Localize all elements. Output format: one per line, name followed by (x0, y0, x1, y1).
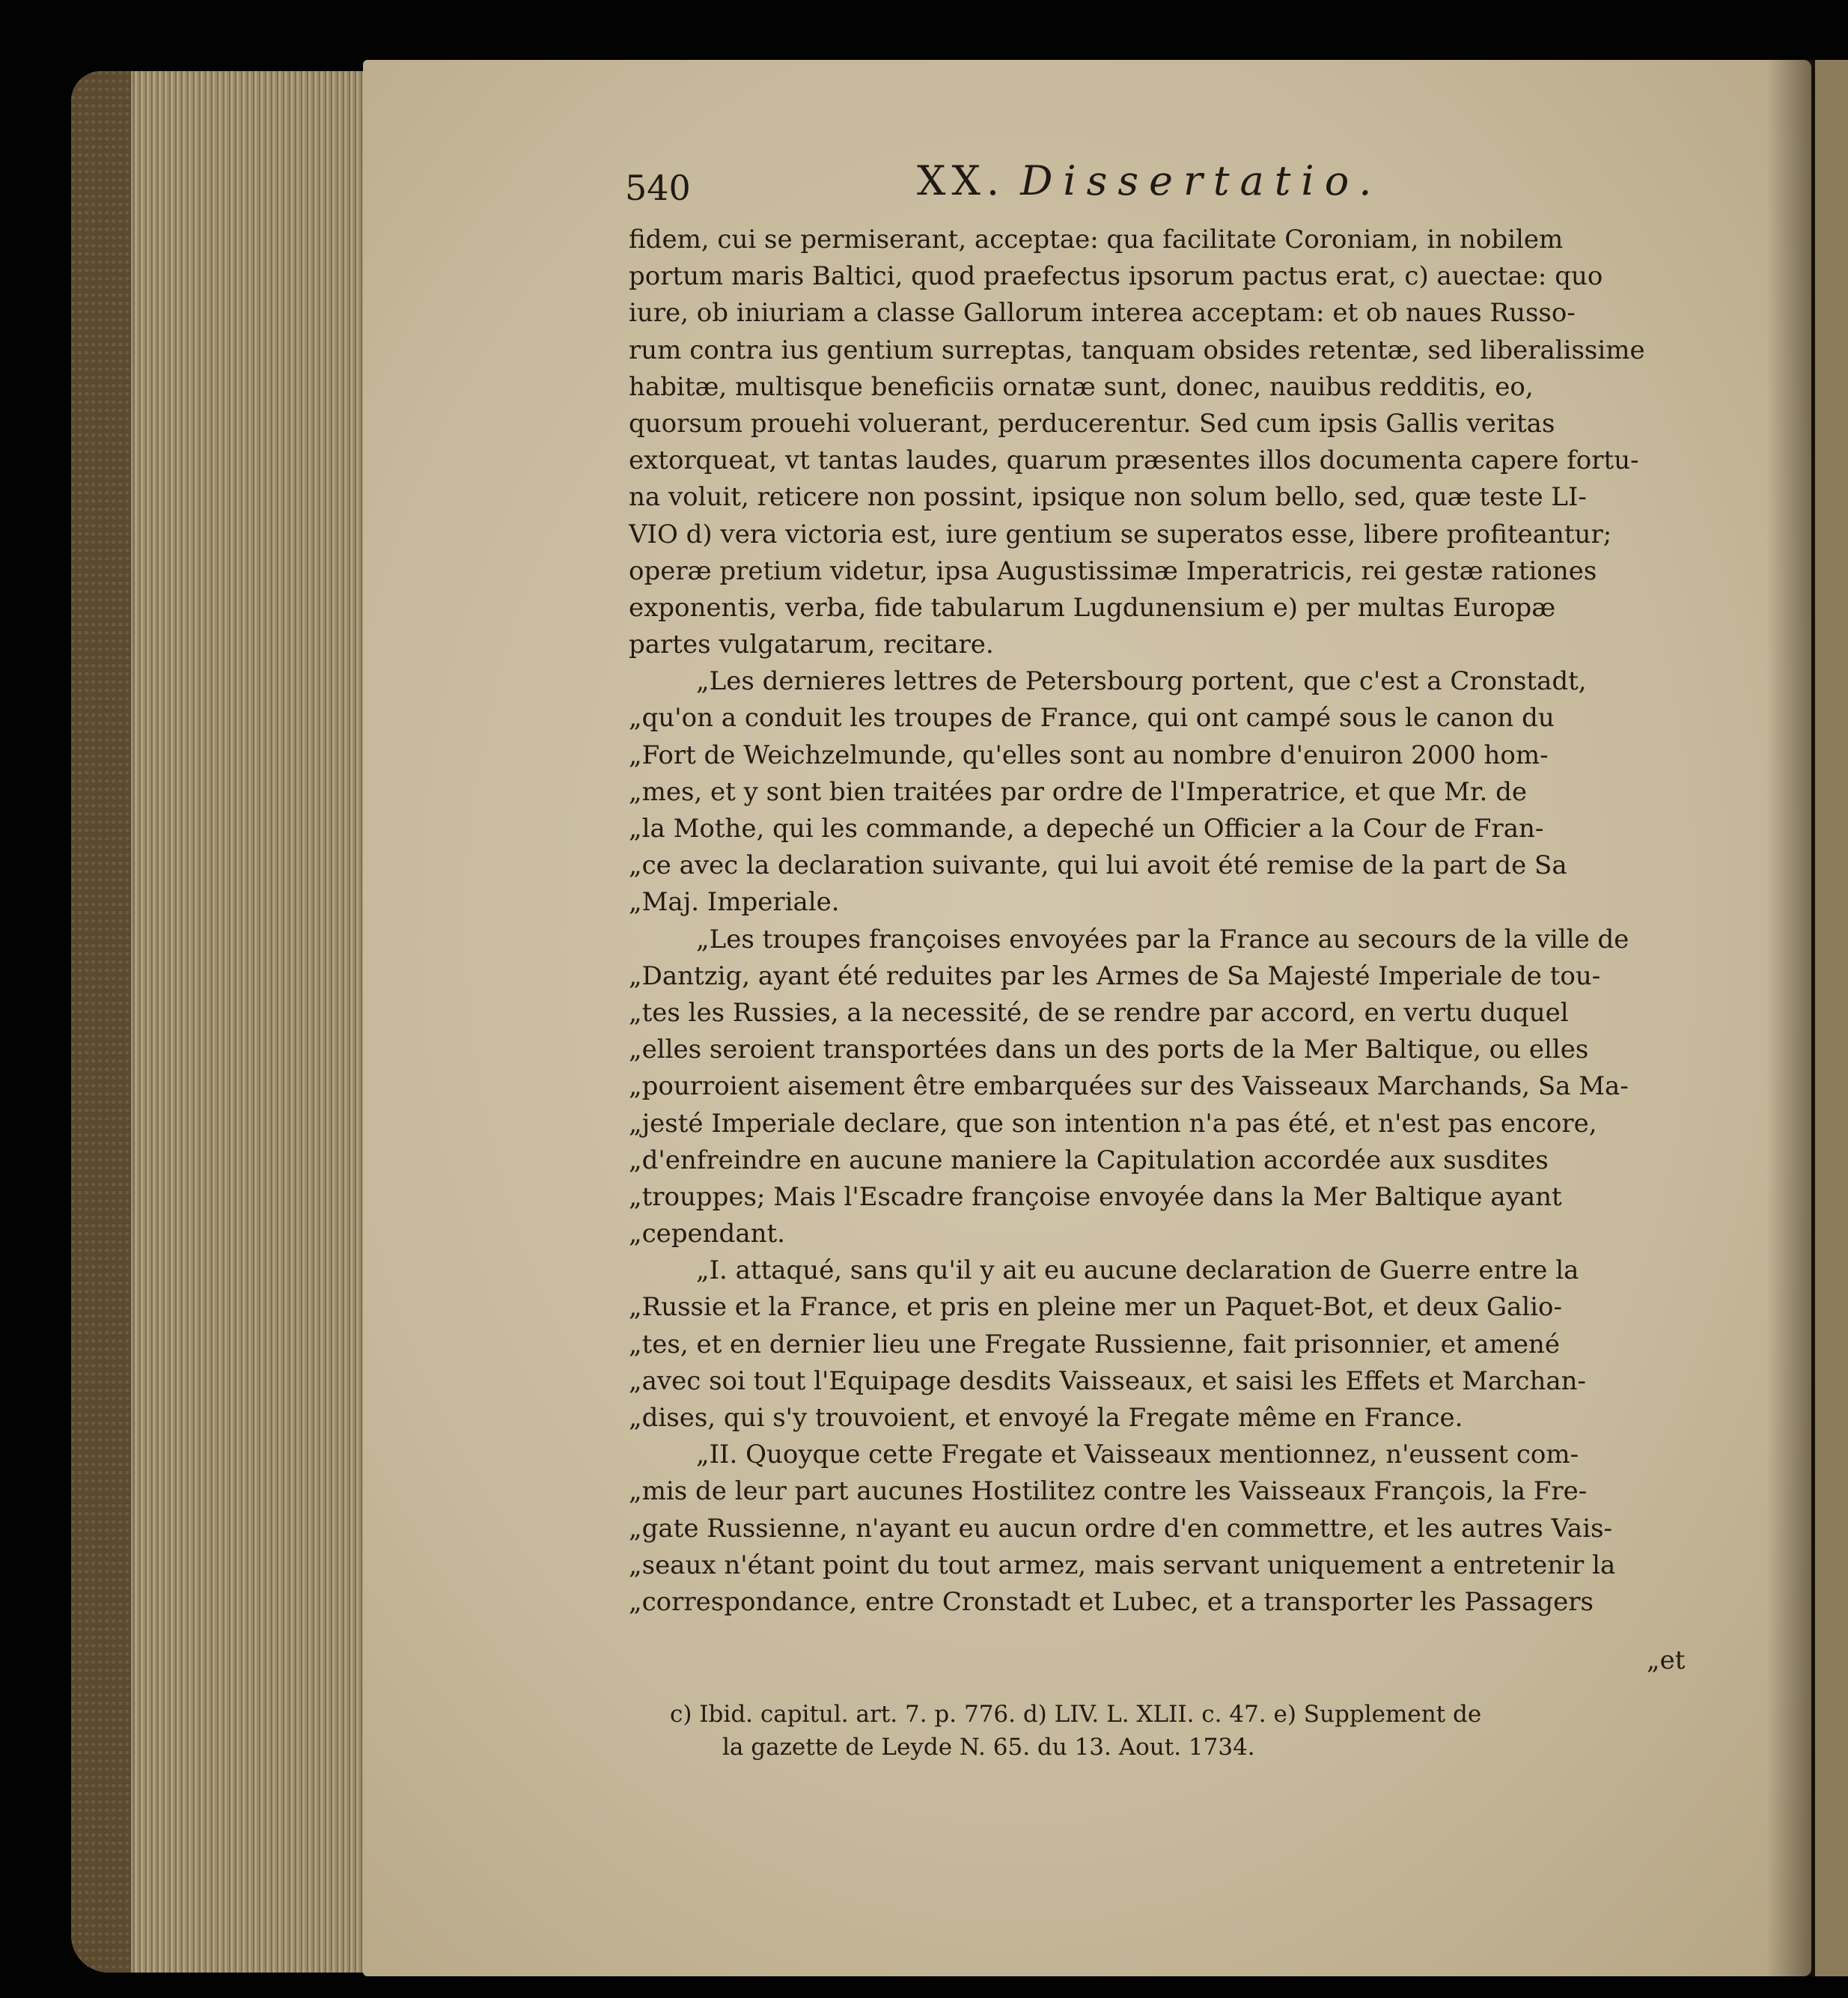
text-line: „Dantzig, ayant été reduites par les Armes de Sa Majesté Imperiale de tou- (629, 960, 1601, 991)
text-line: „correspondance, entre Cronstadt et Lubec, et a transporter les Passagers (629, 1586, 1594, 1617)
text-line: „mis de leur part aucunes Hostilitez contre les Vaisseaux François, la Fre- (629, 1476, 1588, 1507)
text-line: „II. Quoyque cette Fregate et Vaisseaux mentionnez, n'eussent com- (696, 1440, 1579, 1470)
footnote-line: la gazette de Leyde N. 65. du 13. Aout. 1734. (722, 1734, 1255, 1761)
text-line: VIO d) vera victoria est, iure gentium se superatos esse, libere profiteantur; (629, 519, 1612, 549)
text-line: „Les troupes françoises envoyées par la France au secours de la ville de (696, 924, 1629, 954)
facing-page-edge (1815, 60, 1848, 1976)
text-line: „seaux n'étant point du tout armez, mais servant uniquement a entretenir la (629, 1550, 1616, 1580)
text-line: partes vulgatarum, recitare. (629, 630, 994, 660)
text-line: „tes, et en dernier lieu une Fregate Russienne, fait prisonnier, et amené (629, 1329, 1560, 1359)
text-line: rum contra ius gentium surreptas, tanquam obsides retentæ, sed liberalissime (629, 335, 1645, 365)
running-title-word: Dissertatio. (1020, 157, 1382, 204)
text-line: „la Mothe, qui les commande, a depeché un Officier a la Cour de Fran- (629, 814, 1544, 844)
body-text (629, 222, 1722, 1621)
text-line: „Fort de Weichzelmunde, qu'elles sont au nombre d'enuiron 2000 hom- (629, 740, 1549, 770)
text-line: „ce avec la declaration suivante, qui lui avoit été remise de la part de Sa (629, 850, 1567, 881)
text-line: quorsum prouehi voluerant, perducerentur. Sed cum ipsis Gallis veritas (629, 408, 1555, 439)
text-line: portum maris Baltici, quod praefectus ipsorum pactus erat, c) auectae: quo (629, 261, 1603, 292)
text-line: iure, ob iniuriam a classe Gallorum interea acceptam: et ob naues Russo- (629, 298, 1576, 329)
page-number: 540 (625, 168, 691, 208)
text-line: „elles seroient transportées dans un des ports de la Mer Baltique, ou elles (629, 1035, 1589, 1065)
text-line: „Russie et la France, et pris en pleine mer un Paquet-Bot, et deux Galio- (629, 1292, 1562, 1323)
page-gutter-shadow (1766, 60, 1819, 1976)
text-line: exponentis, verba, fide tabularum Lugdunensium e) per multas Europæ (629, 592, 1556, 623)
text-line: „I. attaqué, sans qu'il y ait eu aucune declaration de Guerre entre la (696, 1255, 1579, 1286)
text-line: „Maj. Imperiale. (629, 887, 840, 918)
text-line: habitæ, multisque beneficiis ornatæ sunt, donec, nauibus redditis, eo, (629, 371, 1534, 402)
text-line: na voluit, reticere non possint, ipsique non solum bello, sed, quæ teste LI- (629, 482, 1587, 513)
text-line: „pourroient aisement être embarquées sur des Vaisseaux Marchands, Sa Ma- (629, 1071, 1629, 1102)
text-line: „trouppes; Mais l'Escadre françoise envoyée dans la Mer Baltique ayant (629, 1181, 1562, 1212)
text-line: „jesté Imperiale declare, que son intention n'a pas été, et n'est pas encore, (629, 1108, 1597, 1139)
text-line: „avec soi tout l'Equipage desdits Vaisseaux, et saisi les Effets et Marchan- (629, 1365, 1587, 1396)
catchword: „et (1647, 1645, 1686, 1675)
footnote-line: c) Ibid. capitul. art. 7. p. 776. d) LIV. L. XLII. c. 47. e) Supplement de (670, 1701, 1482, 1728)
running-title (917, 157, 1382, 204)
text-line: „Les dernieres lettres de Petersbourg portent, que c'est a Cronstadt, (696, 666, 1587, 697)
text-line: „d'enfreindre en aucune maniere la Capitulation accordée aux susdites (629, 1145, 1549, 1175)
text-line: „mes, et y sont bien traitées par ordre de l'Imperatrice, et que Mr. de (629, 776, 1527, 807)
text-line: „qu'on a conduit les troupes de France, qui ont campé sous le canon du (629, 703, 1555, 734)
text-line: „dises, qui s'y trouvoient, et envoyé la Fregate même en France. (629, 1403, 1463, 1433)
running-title-prefix: XX. (917, 157, 1006, 204)
text-line: „tes les Russies, a la necessité, de se rendre par accord, en vertu duquel (629, 997, 1569, 1028)
text-line: fidem, cui se permiserant, acceptae: qua facilitate Coroniam, in nobilem (629, 225, 1564, 255)
footnotes (670, 1698, 1722, 1764)
book-fore-edge (71, 71, 131, 1973)
text-line: „cependant. (629, 1219, 785, 1249)
text-line: extorqueat, vt tantas laudes, quarum præsentes illos documenta capere fortu- (629, 445, 1639, 476)
text-line: „gate Russienne, n'ayant eu aucun ordre d'en commettre, et les autres Vais- (629, 1513, 1613, 1544)
text-line: operæ pretium videtur, ipsa Augustissimæ Imperatricis, rei gestæ rationes (629, 555, 1597, 586)
